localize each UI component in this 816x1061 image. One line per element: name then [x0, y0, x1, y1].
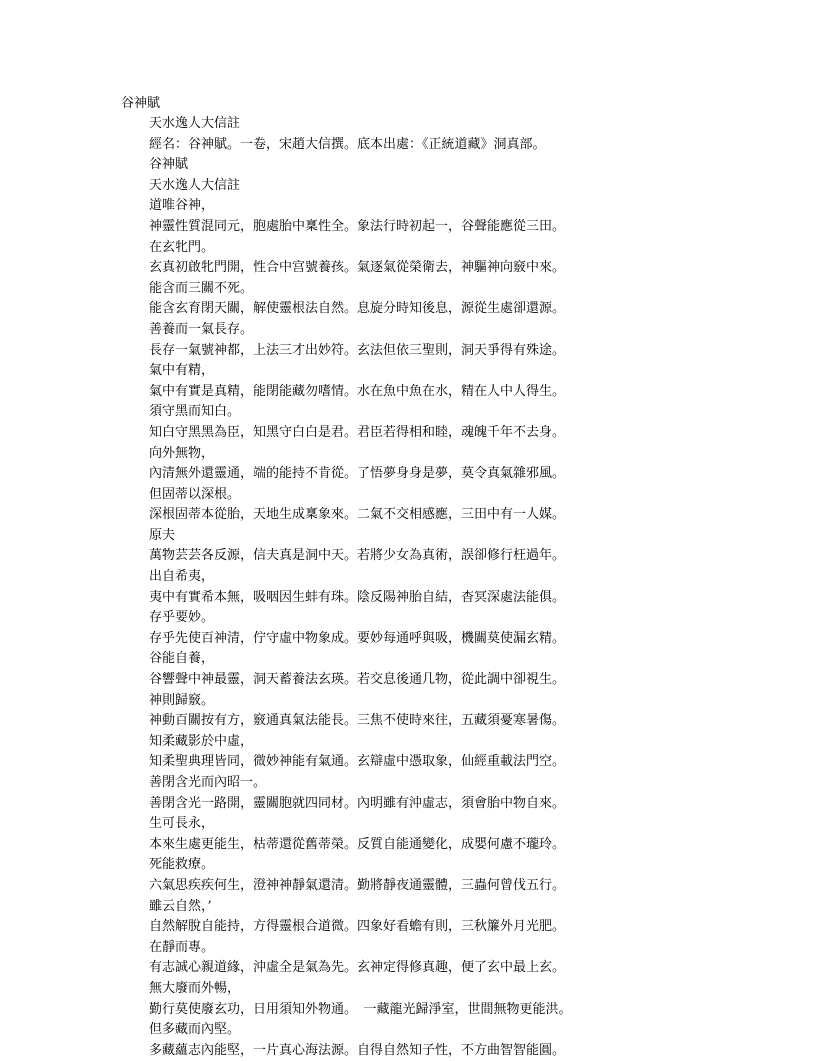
text-line: 無大廢而外暢，: [149, 980, 241, 996]
text-line: 在玄牝門。: [149, 239, 215, 255]
text-line: 道唯谷神，: [149, 198, 215, 214]
text-line: 天水逸人大信註: [149, 116, 241, 131]
text-line: 玄真初啟牝門開，性合中宫號養孩。氣逐氣從榮衛去，神驅神向竅中來。: [149, 260, 566, 276]
text-line: 神動百關按有方，竅通真氣法能長。三焦不使時來往，五藏須憂寒暑傷。: [149, 713, 566, 729]
text-line: 善養而一氣長存。: [149, 321, 254, 337]
text-line: 能含而三關不死。: [149, 280, 254, 296]
text-line: 出自希夷，: [149, 569, 215, 585]
text-line: 自然解脫自能持，方得靈根合道微。四象好看蟾有則，三秋簾外月光肥。: [149, 919, 566, 935]
text-line: 原夫: [149, 527, 176, 543]
text-line: 多藏蘊志內能堅，一片真心海法源。自得自然知子性，不方曲智智能圓。: [149, 1042, 566, 1058]
text-line: 氣中有實是真精，能閉能藏勿嗜情。水在魚中魚在水，精在人中人得生。: [149, 383, 566, 399]
text-line: 氣中有精，: [149, 363, 215, 379]
text-line: 但固蒂以深根。: [149, 486, 241, 502]
text-line: 向外無物，: [149, 445, 215, 461]
text-line: 經名：谷神賦。一卷，宋趙大信撰。底本出處：《正統道藏》洞真部。: [149, 136, 546, 152]
text-line: 萬物芸芸各反源，信夫真是洞中天。若將少女為真術，誤卻修行枉過年。: [149, 548, 566, 564]
text-line: 夷中有實希本無，吸咽因生蚌有珠。陰反陽神胎自結，杳冥深處法能俱。: [149, 589, 566, 605]
text-line: 存乎先使百神清，佇守虛中物象成。要妙每通呼與吸，機關莫使漏玄精。: [149, 630, 566, 646]
text-line: 知白守黑黑為臣，知黑守白白是君。君臣若得相和睦，魂魄千年不去身。: [149, 424, 566, 440]
text-line: 善閉含光而內昭一。: [149, 775, 267, 790]
text-line: 知柔聖典理皆同，微妙神能有氣通。玄辯虛中憑取象，仙經重載法門空。: [149, 754, 566, 770]
text-line: 能含玄育閉天關，解使靈根法自然。息旋分時知後息，源從生處卻還源。: [149, 301, 566, 317]
text-line: 雖云自然，’: [149, 898, 212, 914]
text-line: 生可長永，: [149, 816, 215, 832]
text-line: 深根固蒂本從胎，天地生成稟象來。二氣不交相感應，三田中有一人媒。: [149, 507, 566, 523]
text-line: 存乎要妙。: [149, 610, 215, 626]
text-line: 須守黑而知白。: [149, 404, 241, 420]
text-line: 神靈性質混同元，胞處胎中稟性全。象法行時初起一，谷聲能應從三田。: [149, 218, 566, 234]
text-line: 內清無外還靈通，端的能持不肯從。了悟夢身身是夢，莫令真氣雜邪風。: [149, 466, 566, 482]
text-line: 有志誠心親道緣，沖虛全是氣為先。玄神定得修真趣，便了玄中最上玄。: [149, 960, 566, 976]
text-line: 本來生處更能生，枯蒂還從舊蒂榮。反質自能通變化，成嬰何慮不瓏玲。: [149, 836, 566, 852]
text-line: 死能救療。: [149, 857, 215, 873]
text-line: 在靜而專。: [149, 939, 215, 955]
text-line: 神則歸竅。: [149, 692, 215, 708]
text-line: 天水逸人大信註: [149, 177, 241, 193]
text-line: 善閉含光一路開，靈關胞就四同材。內明雖有沖虛志，須會胎中物自來。: [149, 795, 566, 811]
text-line: 長存一氣號神都，上法三才出妙符。玄法但依三聖則，洞天爭得有殊途。: [149, 342, 566, 358]
text-line: 六氣思疾疾何生，澄神神靜氣還清。勤將靜夜通靈體，三蟲何曾伐五行。: [149, 877, 566, 893]
document-body: [149, 114, 789, 1061]
text-line: 谷神賦: [149, 157, 189, 173]
text-line: 但多藏而內堅。: [149, 1022, 241, 1038]
text-line: 勤行莫使廢玄功，日用須知外物通。 一藏龍光歸淨室，世間無物更能洪。: [149, 1001, 572, 1017]
document-title: 谷神賦: [121, 96, 161, 111]
text-line: 谷響聲中神最靈，洞天蓄養法玄瑛。若交息後通几物，從此調中卻視生。: [149, 672, 566, 688]
text-line: 知柔藏影於中虛，: [149, 733, 254, 749]
text-line: 谷能自養，: [149, 651, 215, 667]
